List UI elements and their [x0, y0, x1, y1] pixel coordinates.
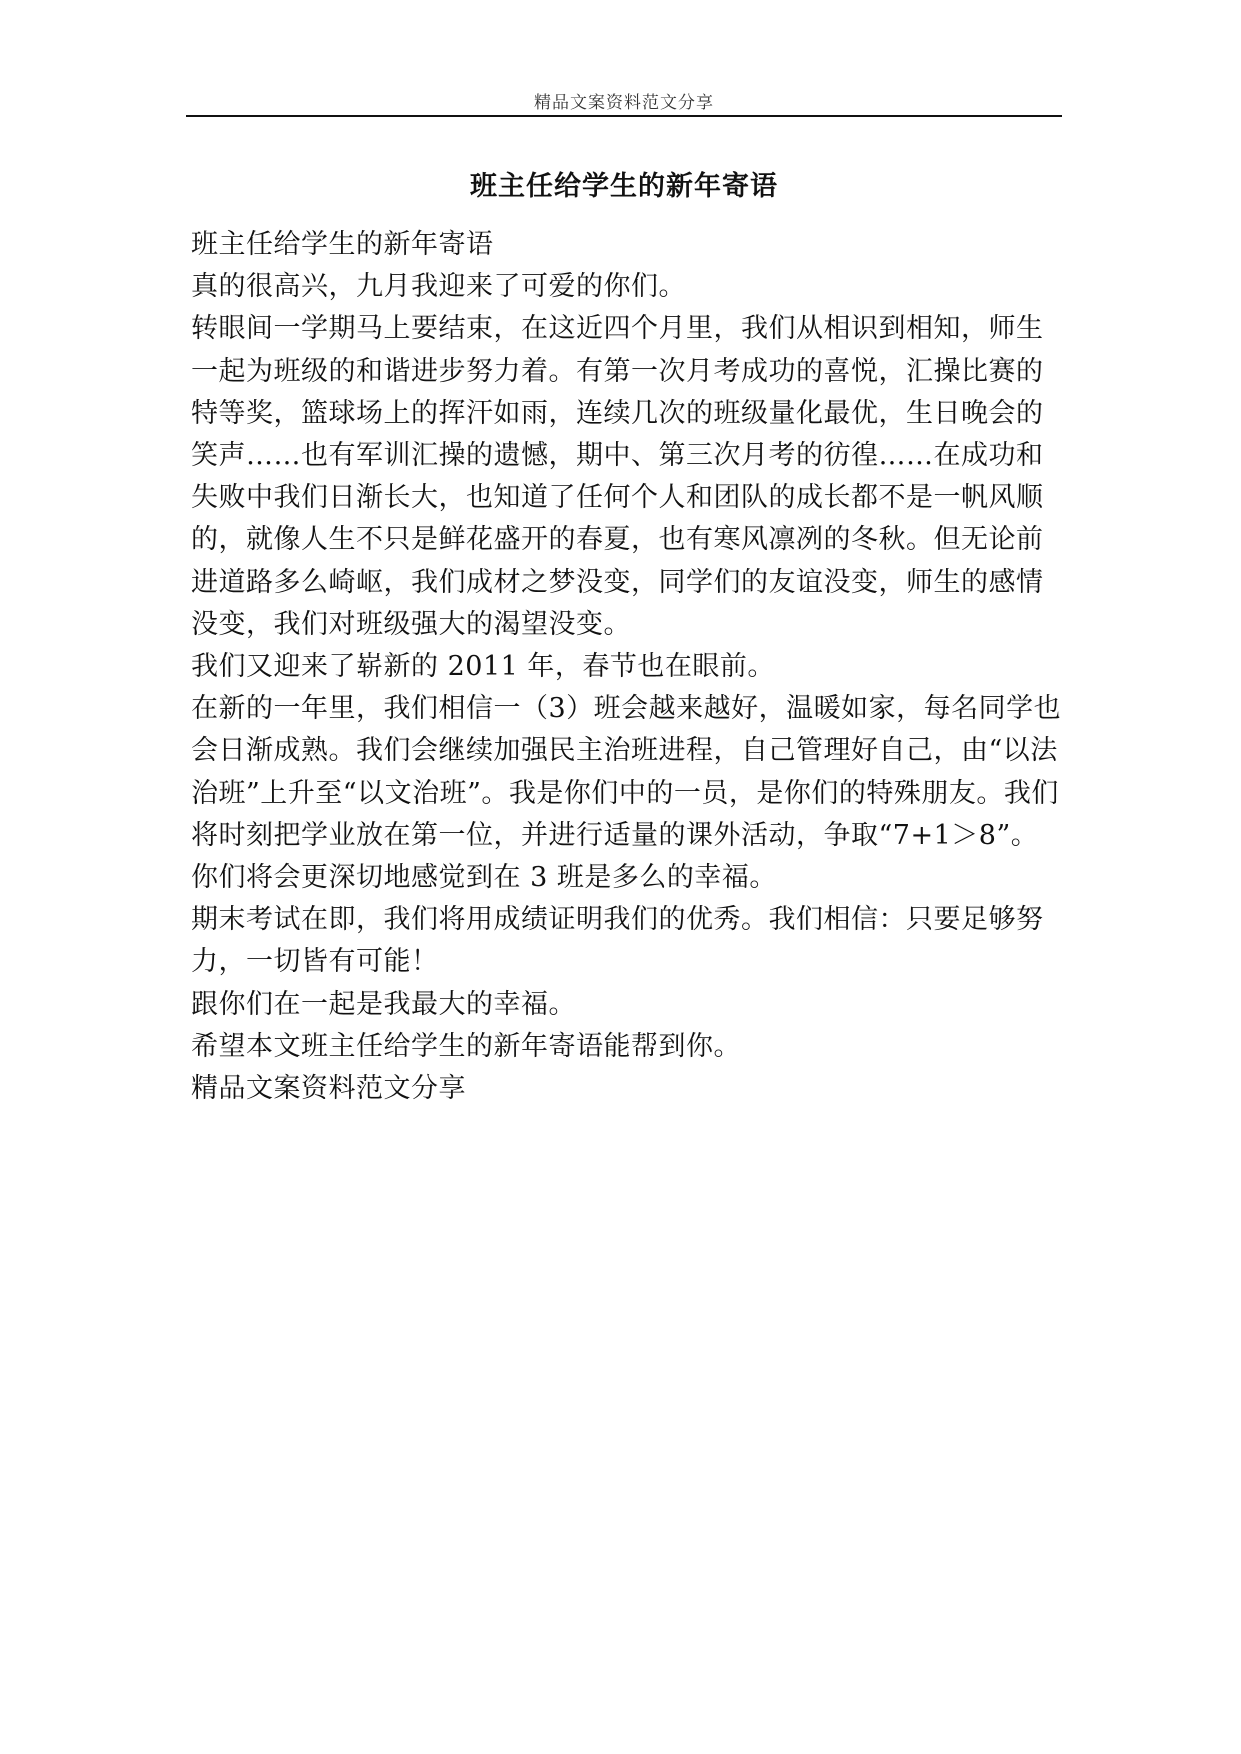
- paragraph-subtitle: 班主任给学生的新年寄语: [191, 229, 494, 260]
- document-title: 班主任给学生的新年寄语: [470, 171, 778, 202]
- paragraph-footer-note: 精品文案资料范文分享: [191, 1073, 466, 1105]
- paragraph-exams: 期末考试在即，我们将用成绩证明我们的优秀。我们相信：只要足够努力，一切皆有可能！: [191, 904, 1044, 978]
- paragraph-new-year: 我们又迎来了崭新的 2011 年，春节也在眼前。: [191, 651, 775, 683]
- paragraph-greeting: 真的很高兴，九月我迎来了可爱的你们。: [191, 271, 686, 303]
- paragraph-semester-review: 转眼间一学期马上要结束，在这近四个月里，我们从相识到相知，师生一起为班级的和谐进步努力着。有第一次月考成功的喜悦，汇操比赛的特等奖，篮球场上的挥汗如雨，连续几次的班级量化最优，生日晚会的笑声……也有军训汇操的遗憾，期中、第三次月考的彷徨……在成功和失败中我们日渐长大，也知道了任何个人和团队的成长都不是一帆风顺的，就像人生不只是鲜花盛开的春夏，也有寒风凛冽的冬秋。但无论前进道路多么崎岖，我们成材之梦没变，同学们的友谊没变，师生的感情没变，我们对班级强大的渴望没变。: [191, 313, 1044, 640]
- header-divider: [186, 115, 1062, 117]
- paragraph-happiness: 跟你们在一起是我最大的幸福。: [191, 988, 576, 1020]
- running-header: 精品文案资料范文分享: [534, 93, 714, 113]
- paragraph-closing: 希望本文班主任给学生的新年寄语能帮到你。: [191, 1030, 741, 1062]
- document-body: [191, 224, 1065, 1110]
- paragraph-hopes: 在新的一年里，我们相信一（3）班会越来越好，温暖如家，每名同学也会日渐成熟。我们会继续加强民主治班进程，自己管理好自己，由“以法治班”上升至“以文治班”。我是你们中的一员，是你们的特殊朋友。我们将时刻把学业放在第一位，并进行适量的课外活动，争取“7+1＞8”。你们将会更深切地感觉到在 3 班是多么的幸福。: [191, 693, 1062, 894]
